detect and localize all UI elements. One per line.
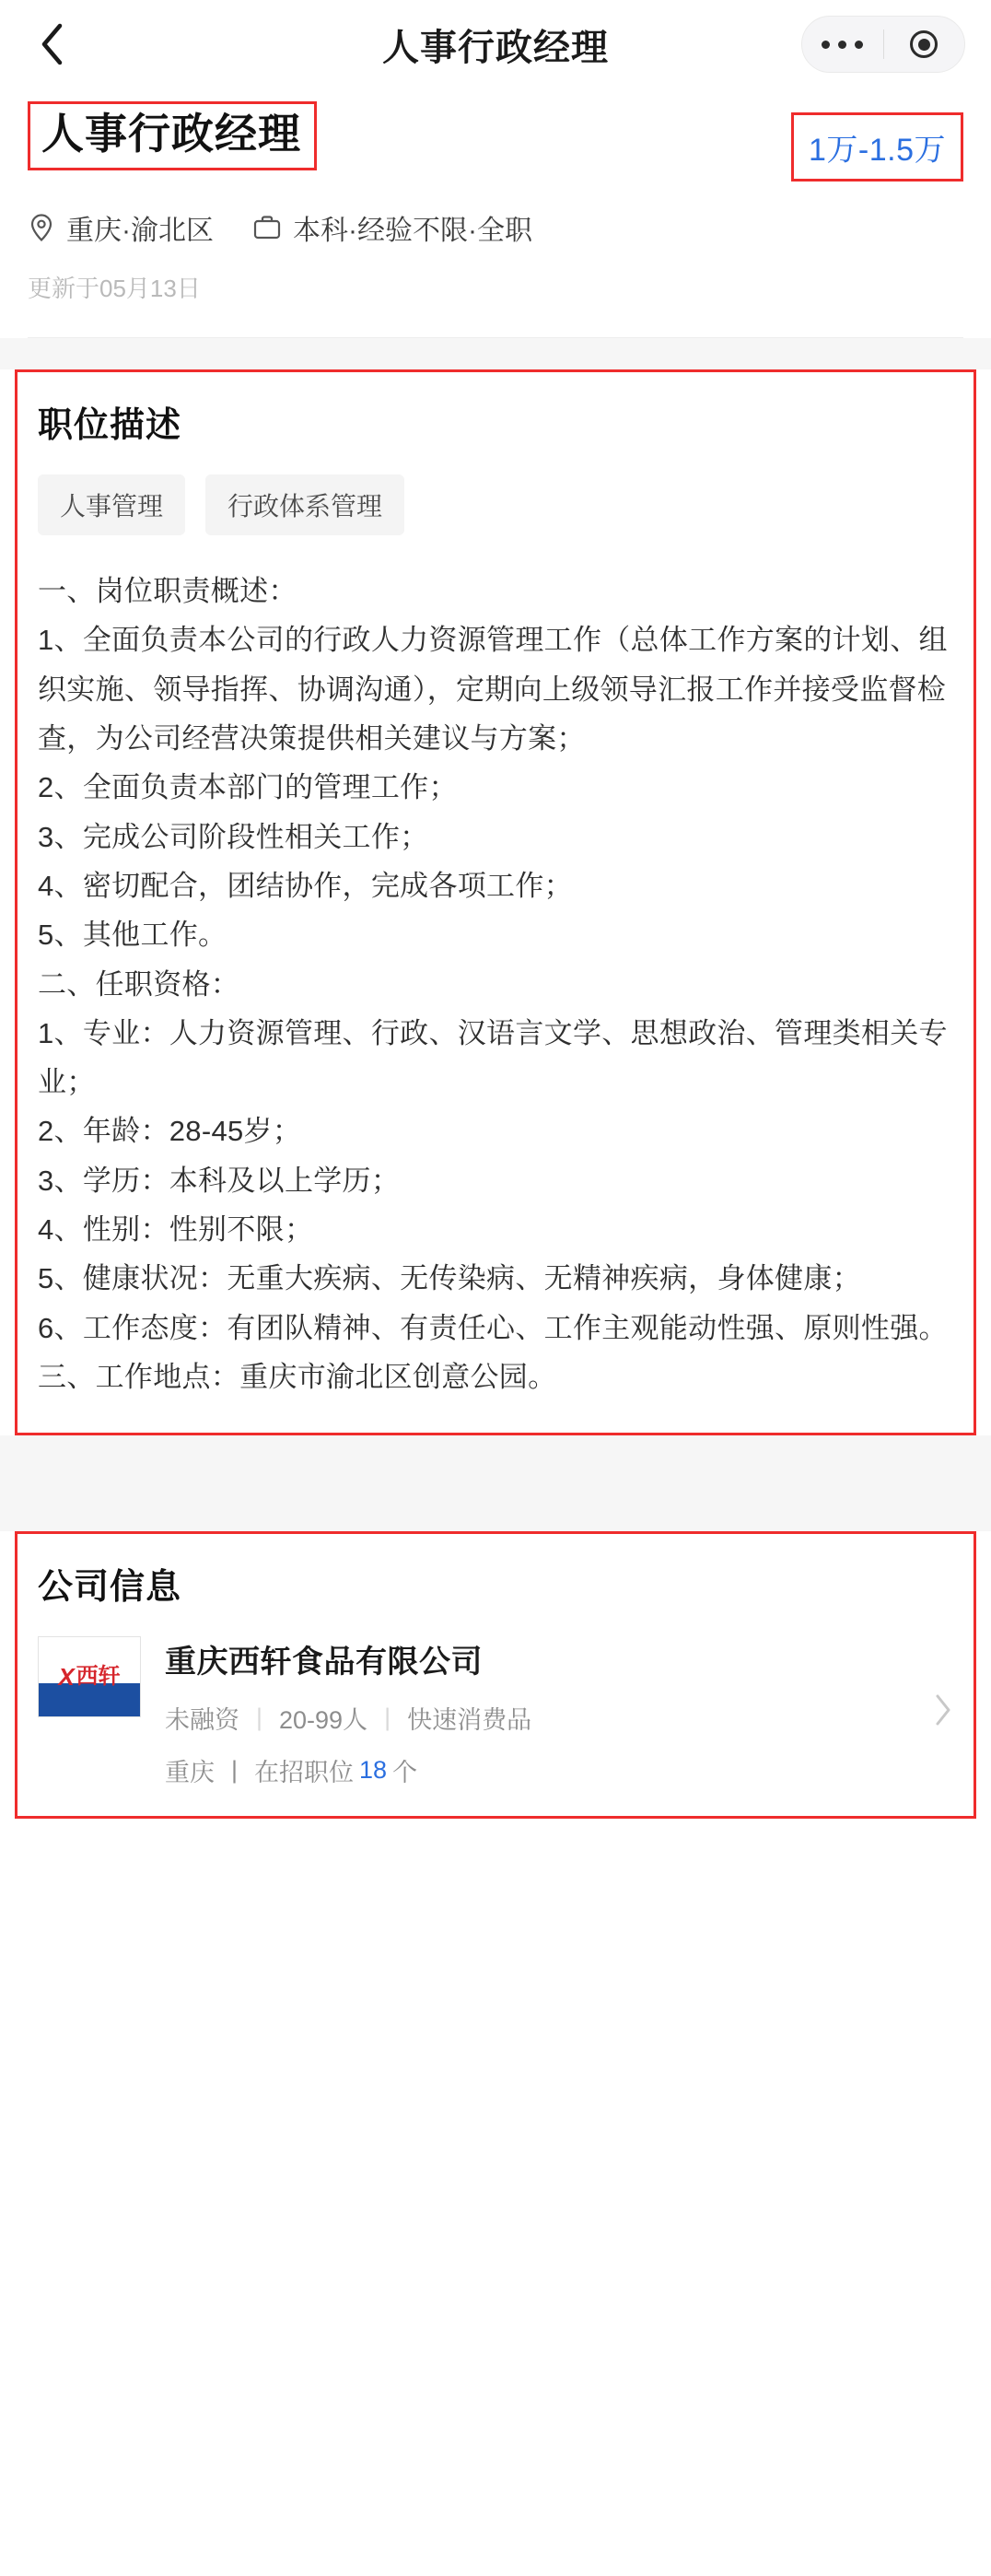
job-title-highlight — [28, 101, 317, 170]
description-paragraph: 5、健康状况：无重大疾病、无传染病、无精神疾病，身体健康； — [38, 1262, 861, 1295]
back-button[interactable] — [26, 18, 77, 70]
more-dots-icon[interactable] — [802, 41, 883, 49]
navbar — [0, 0, 991, 88]
description-paragraph: 4、密切配合，团结协作，完成各项工作； — [38, 869, 573, 902]
job-meta-row — [28, 207, 963, 248]
job-header — [0, 88, 991, 304]
job-requirements — [252, 207, 532, 248]
tag-item: 人事管理 — [38, 474, 185, 535]
description-paragraph: 5、其他工作。 — [38, 919, 227, 952]
open-jobs-count: 18 — [359, 1756, 388, 1785]
open-jobs-label: 在招职位 — [254, 1759, 355, 1787]
description-paragraph: 1、全面负责本公司的行政人力资源管理工作（总体工作方案的计划、组织实施、领导指挥、协调沟通），定期向上级领导汇报工作并接受监督检查，为公司经营决策提供相关建议与方案； — [38, 624, 948, 755]
description-paragraph: 一、岗位职责概述： — [38, 575, 297, 607]
salary-highlight — [791, 112, 963, 181]
briefcase-icon — [252, 214, 282, 241]
company-logo — [38, 1636, 141, 1717]
company-industry: 快速消费品 — [407, 1706, 532, 1735]
separator: | — [256, 1704, 263, 1732]
job-title: 人事行政经理 — [41, 110, 301, 158]
company-details — [165, 1636, 922, 1788]
description-tags — [38, 474, 953, 535]
location-pin-icon — [28, 213, 55, 242]
company-size: 20-99人 — [279, 1706, 368, 1735]
separator: | — [384, 1704, 391, 1732]
company-attributes — [165, 1700, 922, 1736]
section-gap — [0, 338, 991, 369]
company-info-section[interactable] — [15, 1531, 976, 1819]
separator: | — [231, 1756, 239, 1785]
company-city: 重庆 — [165, 1759, 215, 1787]
job-location-label: 重庆·渝北区 — [66, 216, 214, 246]
company-heading: 公司信息 — [38, 1568, 182, 1608]
description-paragraph: 4、性别：性别不限； — [38, 1213, 314, 1247]
section-gap-2 — [0, 1435, 991, 1531]
company-name: 重庆西轩食品有限公司 — [165, 1645, 483, 1680]
description-paragraph: 二、任职资格： — [38, 967, 240, 1001]
company-row[interactable] — [38, 1636, 953, 1788]
job-requirements-label: 本科·经验不限·全职 — [293, 216, 532, 246]
logo-letter: X — [58, 1662, 75, 1691]
tag-item: 行政体系管理 — [205, 474, 404, 535]
title-row — [28, 101, 963, 181]
target-icon[interactable] — [884, 30, 965, 58]
description-body — [38, 567, 953, 1401]
description-paragraph: 2、全面负责本部门的管理工作； — [38, 771, 458, 804]
company-financing: 未融资 — [165, 1706, 239, 1735]
company-location-row — [165, 1752, 922, 1788]
chevron-left-icon — [39, 22, 64, 66]
description-paragraph: 1、专业：人力资源管理、行政、汉语言文学、思想政治、管理类相关专业； — [38, 1016, 948, 1099]
open-jobs-unit: 个 — [392, 1759, 418, 1787]
salary-text: 1万-1.5万 — [809, 133, 946, 168]
description-paragraph: 3、学历：本科及以上学历； — [38, 1164, 401, 1197]
description-paragraph: 三、工作地点：重庆市渝北区创意公园。 — [38, 1361, 557, 1393]
logo-chinese: 西轩 — [76, 1664, 121, 1690]
updated-time: 更新于05月13日 — [28, 275, 201, 302]
job-location — [28, 207, 214, 248]
description-paragraph: 3、完成公司阶段性相关工作； — [38, 820, 429, 853]
chevron-right-icon[interactable] — [933, 1692, 953, 1732]
description-paragraph: 2、年龄：28-45岁； — [38, 1115, 302, 1148]
description-heading: 职位描述 — [38, 406, 182, 445]
wechat-capsule[interactable] — [801, 16, 965, 73]
description-paragraph: 6、工作态度：有团队精神、有责任心、工作主观能动性强、原则性强。 — [38, 1311, 948, 1344]
page-title: 人事行政经理 — [382, 27, 609, 68]
job-description-section — [15, 369, 976, 1435]
